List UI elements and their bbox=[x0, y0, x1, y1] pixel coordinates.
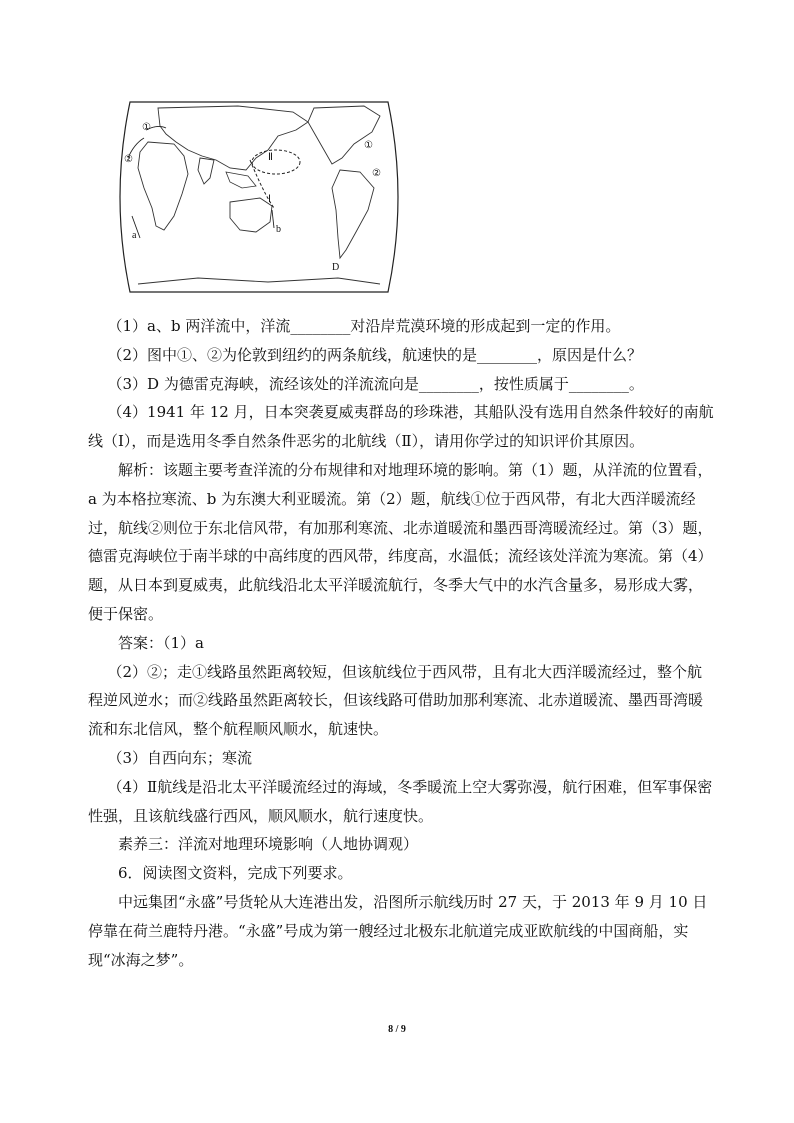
question-content bbox=[88, 312, 716, 974]
map-label-strait-d: D bbox=[332, 262, 340, 273]
analysis-paragraph: 解析：该题主要考查洋流的分布规律和对地理环境的影响。第（1）题，从洋流的位置看，a 为本格拉寒流、b 为东澳大利亚暖流。第（2）题，航线①位于西风带，有北大西洋暖流经过，航线②则位于东北信风带，有加那利寒流、北赤道暖流和墨西哥湾暖流经过。第（3）题，德雷克海峡位于南半球的中高纬度的西风带，纬度高，水温低；流经该处洋流为寒流。第（4）题，从日本到夏威夷，此航线沿北太平洋暖流航行，冬季大气中的水汽含量多，易形成大雾，便于保密。 bbox=[88, 460, 713, 623]
answer-3: （3）自西向东；寒流 bbox=[107, 748, 253, 767]
map-label-area1: Ⅰ bbox=[268, 194, 271, 205]
map-label-route1-east: ① bbox=[364, 140, 373, 151]
answer-4: （4）Ⅱ航线是沿北太平洋暖流经过的海域，冬季暖流上空大雾弥漫，航行困难，但军事保密性强，且该航线盛行西风，顺风顺水，航行速度快。 bbox=[88, 777, 713, 825]
map-label-current-a: a bbox=[132, 230, 137, 241]
map-label-current-b: b bbox=[276, 224, 281, 235]
literacy-heading: 素养三：洋流对地理环境影响（人地协调观） bbox=[118, 835, 419, 854]
map-label-route2-east: ② bbox=[372, 168, 381, 179]
answer-2: （2）②；走①线路虽然距离较短，但该航线位于西风带，且有北大西洋暖流经过，整个航程逆风逆水；而②线路虽然距离较长，但该线路可借助加那利寒流、北赤道暖流、墨西哥湾暖流和东北信风，整个航程顺风顺水，航速快。 bbox=[88, 662, 704, 739]
answer-heading: 答案：（1）a bbox=[118, 633, 204, 652]
question-1: （1）a、b 两洋流中，洋流________对沿岸荒漠环境的形成起到一定的作用。 bbox=[107, 317, 621, 335]
map-label-area2: Ⅱ bbox=[268, 152, 273, 163]
map-label-route1: ① bbox=[142, 122, 151, 133]
question-4: （4）1941 年 12 月，日本突袭夏威夷群岛的珍珠港，其船队没有选用自然条件较好的南航线（Ⅰ），而是选用冬季自然条件恶劣的北航线（Ⅱ），请用你学过的知识评价其原因。 bbox=[88, 403, 714, 451]
reading-paragraph: 中远集团“永盛”号货轮从大连港出发，沿图所示航线历时 27 天，于 2013 年 9 月 10 日停靠在荷兰鹿特丹港。“永盛”号成为第一艘经过北极东北航道完成亚欧航线的中国商船，实现“冰海之梦”。 bbox=[88, 892, 708, 969]
question-2: （2）图中①、②为伦敦到纽约的两条航线，航速快的是________，原因是什么？ bbox=[107, 345, 643, 364]
map-label-route2: ② bbox=[124, 154, 133, 165]
world-ocean-current-map bbox=[118, 98, 400, 296]
question-3: （3）D 为德雷克海峡，流经该处的洋流流向是________，按性质属于________。 bbox=[107, 374, 644, 393]
question-6: 6．阅读图文资料，完成下列要求。 bbox=[118, 864, 353, 883]
page-number: 8 / 9 bbox=[388, 1024, 406, 1035]
